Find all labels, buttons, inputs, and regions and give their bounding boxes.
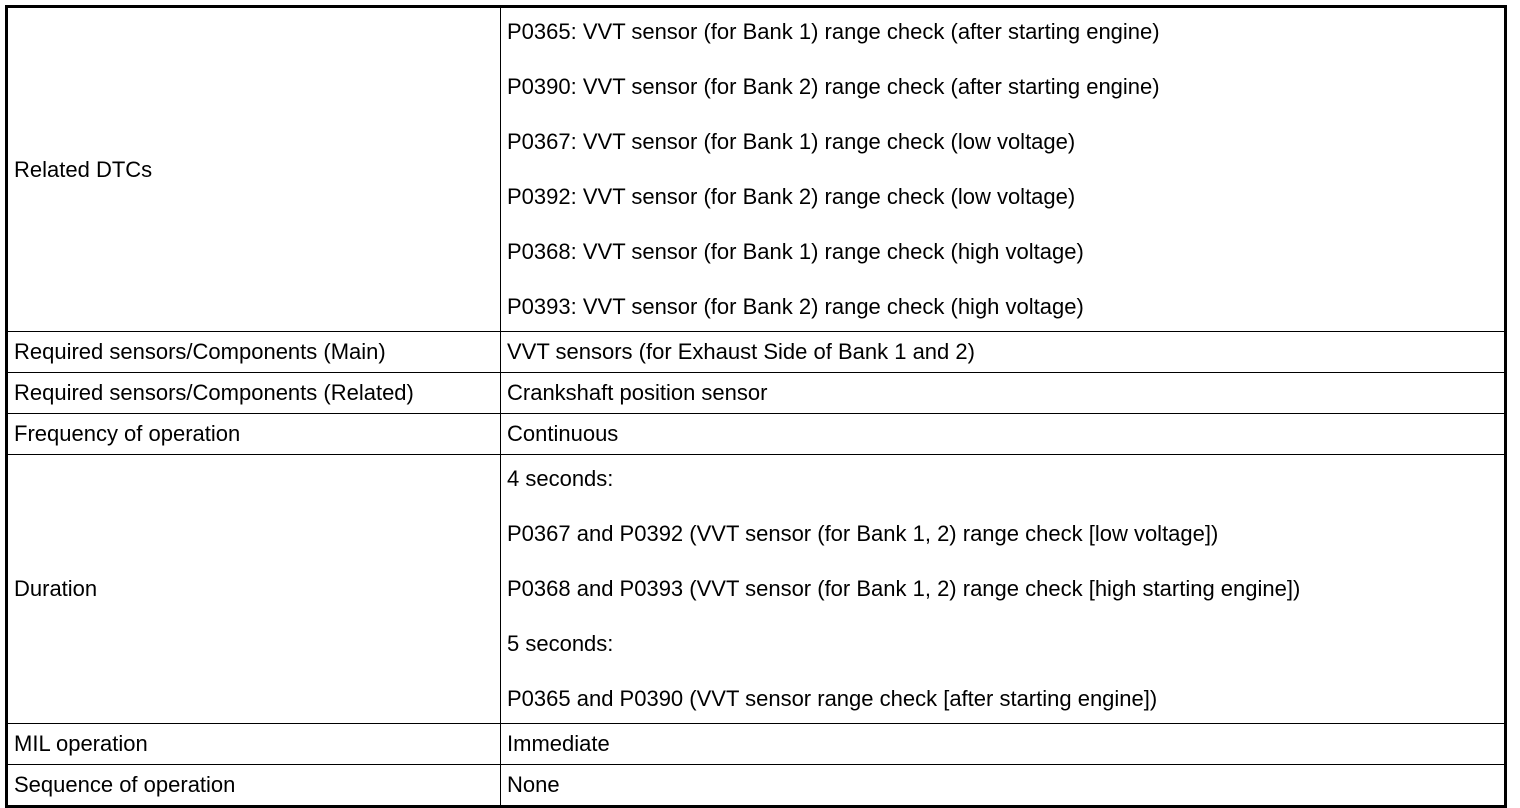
row-label: Required sensors/Components (Related)	[7, 373, 501, 414]
row-value: Crankshaft position sensor	[501, 373, 1506, 414]
table-row-required-sensors-related	[7, 373, 1506, 414]
monitor-spec-table	[5, 5, 1507, 808]
table-row-duration	[7, 455, 1506, 724]
row-label: Duration	[7, 455, 501, 724]
dtc-line: P0393: VVT sensor (for Bank 2) range check (high voltage)	[507, 294, 1084, 319]
row-value	[501, 455, 1506, 724]
duration-line: 4 seconds:	[507, 466, 614, 491]
table-row-frequency	[7, 414, 1506, 455]
row-value: Continuous	[501, 414, 1506, 455]
dtc-line: P0390: VVT sensor (for Bank 2) range check (after starting engine)	[507, 74, 1160, 99]
row-value: Immediate	[501, 724, 1506, 765]
dtc-line: P0392: VVT sensor (for Bank 2) range check (low voltage)	[507, 184, 1076, 209]
dtc-line: P0368: VVT sensor (for Bank 1) range check (high voltage)	[507, 239, 1084, 264]
table-row-related-dtcs	[7, 7, 1506, 332]
row-value: VVT sensors (for Exhaust Side of Bank 1 and 2)	[501, 332, 1506, 373]
row-label: Sequence of operation	[7, 765, 501, 807]
duration-line: P0368 and P0393 (VVT sensor (for Bank 1, 2) range check [high starting engine])	[507, 576, 1301, 601]
table-row-sequence	[7, 765, 1506, 807]
dtc-line: P0367: VVT sensor (for Bank 1) range check (low voltage)	[507, 129, 1076, 154]
row-label: Frequency of operation	[7, 414, 501, 455]
duration-line: P0365 and P0390 (VVT sensor range check [after starting engine])	[507, 686, 1158, 711]
duration-line: P0367 and P0392 (VVT sensor (for Bank 1, 2) range check [low voltage])	[507, 521, 1219, 546]
dtc-line: P0365: VVT sensor (for Bank 1) range check (after starting engine)	[507, 19, 1160, 44]
row-label: MIL operation	[7, 724, 501, 765]
row-label: Required sensors/Components (Main)	[7, 332, 501, 373]
row-value	[501, 7, 1506, 332]
table-row-mil-operation	[7, 724, 1506, 765]
duration-line: 5 seconds:	[507, 631, 614, 656]
table-row-required-sensors-main	[7, 332, 1506, 373]
row-value: None	[501, 765, 1506, 807]
row-label: Related DTCs	[7, 7, 501, 332]
